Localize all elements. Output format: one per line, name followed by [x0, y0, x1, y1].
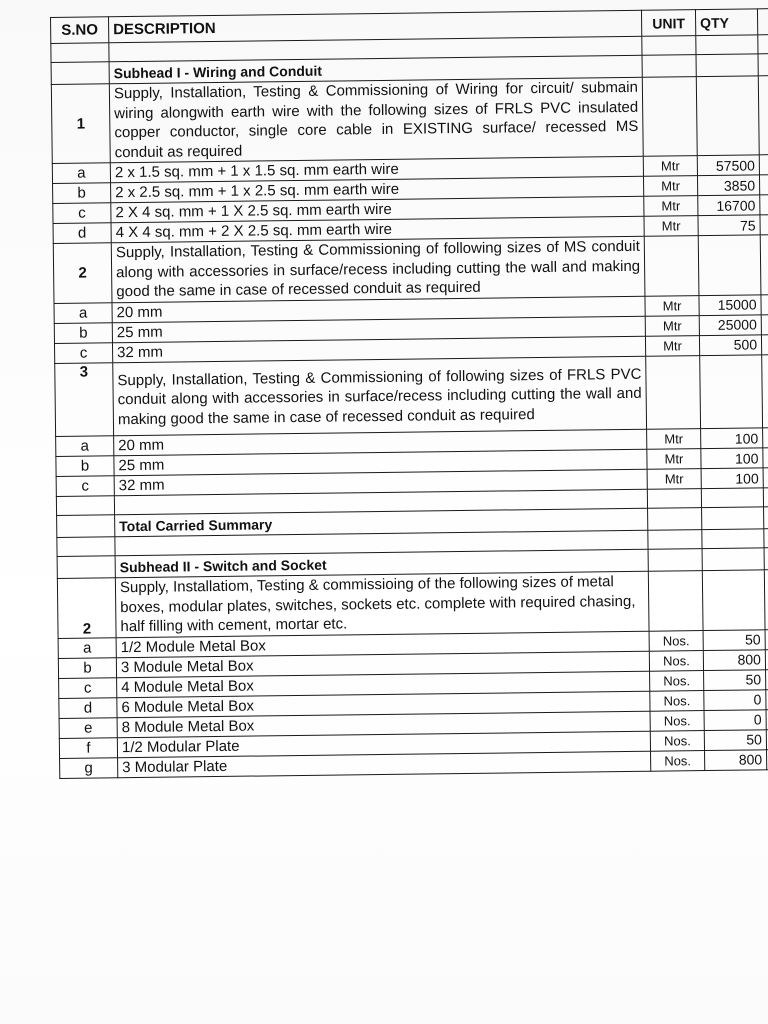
row-unit: Mtr	[645, 295, 699, 316]
row-qty: 75	[698, 215, 760, 236]
row-description: 4 X 4 sq. mm + 2 X 2.5 sq. mm earth wire	[111, 216, 644, 243]
row-description: 3 Modular Plate	[118, 751, 651, 778]
row-unit: Nos.	[651, 750, 705, 771]
row-sno: a	[54, 302, 112, 323]
row-extra	[761, 334, 768, 354]
header-description: DESCRIPTION	[109, 10, 642, 43]
row-qty: 3850	[697, 175, 759, 196]
item-1-description: Supply, Installation, Testing & Commissioning of Wiring for circuit/ submain wiring alongwith earth wire with the following sizes of FRLS PVC insulated copper conductor, single core cable in EXISTING surface/ recessed MS conduit as required	[113, 78, 639, 161]
row-qty: 16700	[698, 195, 760, 216]
row-qty: 100	[701, 468, 763, 489]
row-unit: Nos.	[650, 670, 704, 691]
row-qty: 0	[704, 709, 766, 730]
item-2b-sno: 2	[57, 578, 116, 638]
row-description: 2 x 1.5 sq. mm + 1 x 1.5 sq. mm earth wire	[110, 156, 643, 183]
row-unit: Mtr	[645, 335, 699, 356]
item-3-sno: 3	[55, 362, 114, 436]
row-sno: b	[54, 322, 112, 343]
row-description: 1/2 Module Metal Box	[116, 631, 649, 658]
total-carried-summary: Total Carried Summary	[115, 508, 648, 537]
row-description: 8 Module Metal Box	[117, 711, 650, 738]
row-description: 2 x 2.5 sq. mm + 1 x 2.5 sq. mm earth wire	[111, 176, 644, 203]
row-description: 1/2 Modular Plate	[117, 731, 650, 758]
row-sno: d	[59, 697, 117, 718]
row-qty: 25000	[699, 314, 761, 335]
row-description: 2 X 4 sq. mm + 1 X 2.5 sq. mm earth wire	[111, 196, 644, 223]
row-unit: Mtr	[644, 196, 698, 217]
item-2b-description: Supply, Installatiom, Testing & commissioing of the following sizes of metal boxes, modular plates, switches, sockets etc. complete with required chasing, half filling with cement, mortar etc.	[119, 573, 636, 636]
row-unit: Mtr	[643, 156, 697, 177]
row-qty: 15000	[699, 294, 761, 315]
row-sno: b	[53, 183, 111, 204]
row-sno: c	[54, 342, 112, 363]
row-sno: e	[59, 717, 117, 738]
row-sno: c	[59, 677, 117, 698]
item-1-sno: 1	[51, 84, 110, 164]
row-sno: a	[52, 163, 110, 184]
header-extra	[757, 8, 768, 34]
row-description: 4 Module Metal Box	[117, 671, 650, 698]
row-unit: Mtr	[647, 469, 701, 490]
row-extra	[763, 467, 768, 487]
row-qty: 100	[701, 448, 763, 469]
row-description: 3 Module Metal Box	[116, 651, 649, 678]
row-qty: 50	[703, 629, 765, 650]
row-qty: 800	[705, 749, 767, 770]
item-2-description: Supply, Installation, Testing & Commissioning of following sizes of MS conduit along with accessories in surface/recess including cutting the wall and making good the same in case of recessed conduit as required	[115, 237, 641, 301]
row-sno: c	[53, 203, 111, 224]
row-sno: g	[60, 757, 118, 778]
row-qty: 100	[701, 428, 763, 449]
row-description: 32 mm	[114, 469, 647, 496]
subhead-1-title: Subhead I - Wiring and Conduit	[109, 55, 642, 84]
row-description: 20 mm	[114, 429, 647, 456]
header-sno: S.NO	[51, 17, 109, 44]
item-2-sno: 2	[53, 243, 112, 303]
row-extra	[760, 214, 768, 234]
row-sno: b	[56, 456, 114, 477]
row-qty: 800	[703, 649, 765, 670]
item-row-3	[55, 354, 768, 437]
row-unit: Nos.	[650, 710, 704, 731]
row-qty: 500	[699, 334, 761, 355]
row-qty: 50	[704, 669, 766, 690]
row-sno: a	[56, 436, 114, 457]
row-extra	[759, 174, 768, 194]
header-qty: QTY	[695, 9, 757, 36]
row-unit: Nos.	[650, 730, 704, 751]
row-extra	[763, 447, 768, 467]
row-description: 32 mm	[112, 336, 645, 363]
item-row-2b	[57, 569, 768, 638]
row-extra	[761, 294, 768, 314]
item-row-2	[53, 234, 768, 303]
row-sno: d	[53, 223, 111, 244]
row-extra	[761, 314, 768, 334]
header-unit: UNIT	[641, 10, 695, 37]
row-sno: f	[59, 737, 117, 758]
row-description: 25 mm	[112, 316, 645, 343]
row-unit: Mtr	[647, 429, 701, 450]
row-description: 6 Module Metal Box	[117, 691, 650, 718]
row-extra	[759, 154, 768, 174]
row-qty: 0	[704, 689, 766, 710]
item-row-1	[51, 75, 768, 163]
row-unit: Nos.	[650, 690, 704, 711]
row-unit: Mtr	[645, 315, 699, 336]
boq-table	[50, 8, 768, 778]
row-description: 20 mm	[112, 296, 645, 323]
row-extra	[760, 194, 768, 214]
row-unit: Nos.	[649, 650, 703, 671]
row-unit: Mtr	[647, 449, 701, 470]
row-qty: 57500	[697, 155, 759, 176]
row-unit: Mtr	[643, 176, 697, 197]
row-sno: b	[58, 657, 116, 678]
item-3-description: Supply, Installation, Testing & Commissioning of following sizes of FRLS PVC conduit along with accessories in surface/recess including cutting the wall and making good the same in case of recessed conduit as required	[117, 365, 642, 428]
row-description: 25 mm	[114, 449, 647, 476]
row-unit: Nos.	[649, 630, 703, 651]
row-qty: 50	[704, 729, 766, 750]
row-sno: a	[58, 637, 116, 658]
row-extra	[763, 427, 768, 447]
row-sno: c	[56, 476, 114, 497]
row-unit: Mtr	[644, 216, 698, 237]
subhead-2-title: Subhead II - Switch and Socket	[115, 549, 648, 578]
